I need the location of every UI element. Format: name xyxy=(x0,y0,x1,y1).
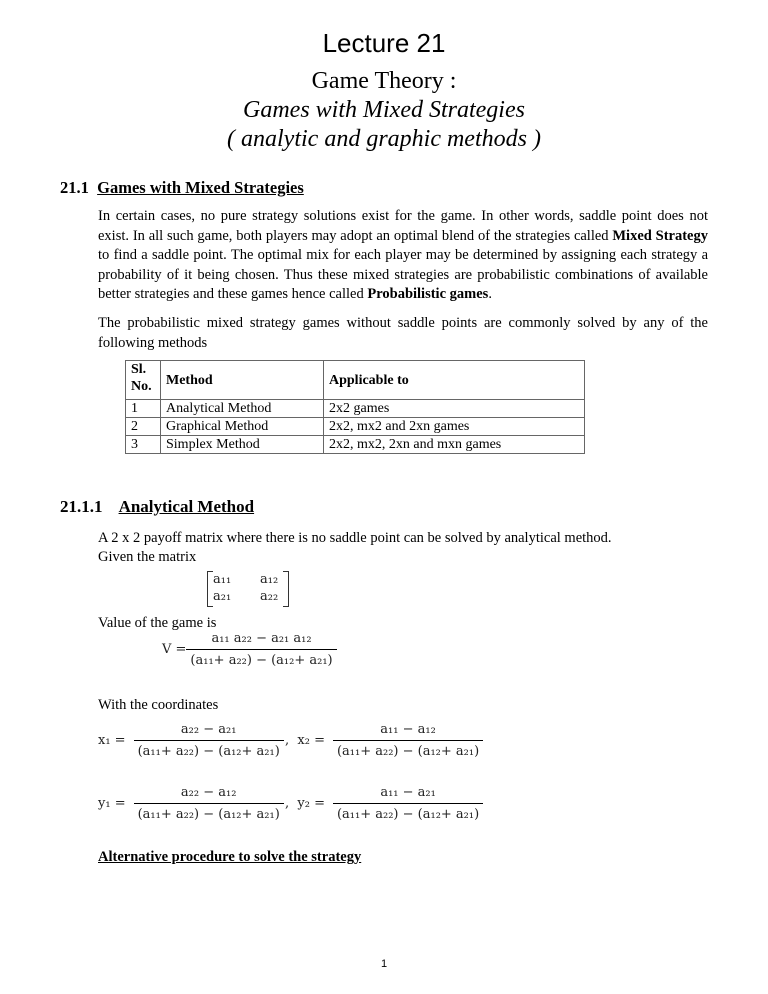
cell: 2x2, mx2 and 2xn games xyxy=(324,418,585,436)
denominator: (a₁₁+ a₂₂) − (a₁₂+ a₂₁) xyxy=(134,803,284,822)
numerator: a₁₁ − a₂₁ xyxy=(380,785,436,800)
numerator: a₂₂ − a₁₂ xyxy=(180,785,237,800)
text: . xyxy=(488,286,492,302)
subtitle-1: Games with Mixed Strategies xyxy=(243,97,525,123)
denominator: (a₁₁+ a₂₂) − (a₁₂+ a₂₁) xyxy=(333,740,483,759)
numerator: a₂₂ − a₂₁ xyxy=(180,722,237,737)
section-number: 21.1 xyxy=(60,178,89,197)
text: In certain cases, no pure strategy solutions exist for the game. In other words, saddle point does not exist. In all such game, both players may adopt an optimal blend of the strategies called xyxy=(98,208,708,244)
value-label: Value of the game is xyxy=(98,615,217,631)
header-applicable: Applicable to xyxy=(324,361,585,400)
denominator: (a₁₁+ a₂₂) − (a₁₂+ a₂₁) xyxy=(186,649,336,668)
denominator: (a₁₁+ a₂₂) − (a₁₂+ a₂₁) xyxy=(333,803,483,822)
header-sl-no: Sl. No. xyxy=(126,361,161,400)
cell: 3 xyxy=(126,436,161,454)
page-number: 1 xyxy=(380,958,388,970)
subtitle-2: ( analytic and graphic methods ) xyxy=(227,126,541,152)
table-row xyxy=(126,400,585,418)
matrix-a22: a₂₂ xyxy=(260,589,279,604)
formula-lhs: x₁ = xyxy=(98,733,126,748)
section-heading-21-1 xyxy=(60,178,304,198)
matrix-a12: a₁₂ xyxy=(260,572,279,587)
alternative-procedure-heading: Alternative procedure to solve the strategy xyxy=(98,849,362,865)
y1-formula xyxy=(98,785,284,822)
term-probabilistic-games: Probabilistic games xyxy=(367,286,489,302)
y2-formula xyxy=(285,785,483,822)
numerator: a₁₁ a₂₂ − a₂₁ a₁₂ xyxy=(211,631,312,646)
formula-lhs: V = xyxy=(162,642,187,657)
value-formula xyxy=(162,631,337,668)
table-row xyxy=(126,418,585,436)
numerator: a₁₁ − a₁₂ xyxy=(380,722,436,737)
section-title: Games with Mixed Strategies xyxy=(97,178,304,197)
header-method: Method xyxy=(161,361,324,400)
paragraph-mixed-strategy xyxy=(98,207,708,305)
section-title: Analytical Method xyxy=(118,497,255,516)
cell: 2 xyxy=(126,418,161,436)
cell: 1 xyxy=(126,400,161,418)
cell: Simplex Method xyxy=(161,436,324,454)
cell: 2x2 games xyxy=(324,400,585,418)
matrix-a21: a₂₁ xyxy=(213,589,232,604)
term-mixed-strategy: Mixed Strategy xyxy=(612,227,708,244)
section-heading-21-1-1 xyxy=(60,497,254,517)
cell: Analytical Method xyxy=(161,400,324,418)
formula-lhs: , y₂ = xyxy=(285,796,325,811)
coordinates-label: With the coordinates xyxy=(98,697,219,713)
paragraph-methods-intro: The probabilistic mixed strategy games without saddle points are commonly solved by any of the following methods xyxy=(98,315,708,351)
table-row xyxy=(126,436,585,454)
given-matrix-label: Given the matrix xyxy=(98,549,197,565)
formula-lhs: y₁ = xyxy=(98,796,126,811)
matrix-a11: a₁₁ xyxy=(213,572,232,587)
text: to find a saddle point. The optimal mix for each player may be determined by assigning each strategy a probability of it being chosen. Thus these mixed strategies are probabilistic combinations of available better strategies and these games hence called xyxy=(98,247,708,302)
cell: 2x2, mx2, 2xn and mxn games xyxy=(324,436,585,454)
table-header-row xyxy=(126,361,585,400)
topic-title: Game Theory : xyxy=(311,68,457,94)
paragraph-analytical: A 2 x 2 payoff matrix where there is no saddle point can be solved by analytical method. xyxy=(98,530,612,546)
methods-table xyxy=(125,360,585,454)
x1-formula xyxy=(98,722,284,759)
cell: Graphical Method xyxy=(161,418,324,436)
denominator: (a₁₁+ a₂₂) − (a₁₂+ a₂₁) xyxy=(134,740,284,759)
formula-lhs: , x₂ = xyxy=(285,733,325,748)
x2-formula xyxy=(285,722,483,759)
lecture-title: Lecture 21 xyxy=(322,28,446,58)
section-number: 21.1.1 xyxy=(60,497,103,516)
payoff-matrix xyxy=(207,571,289,607)
